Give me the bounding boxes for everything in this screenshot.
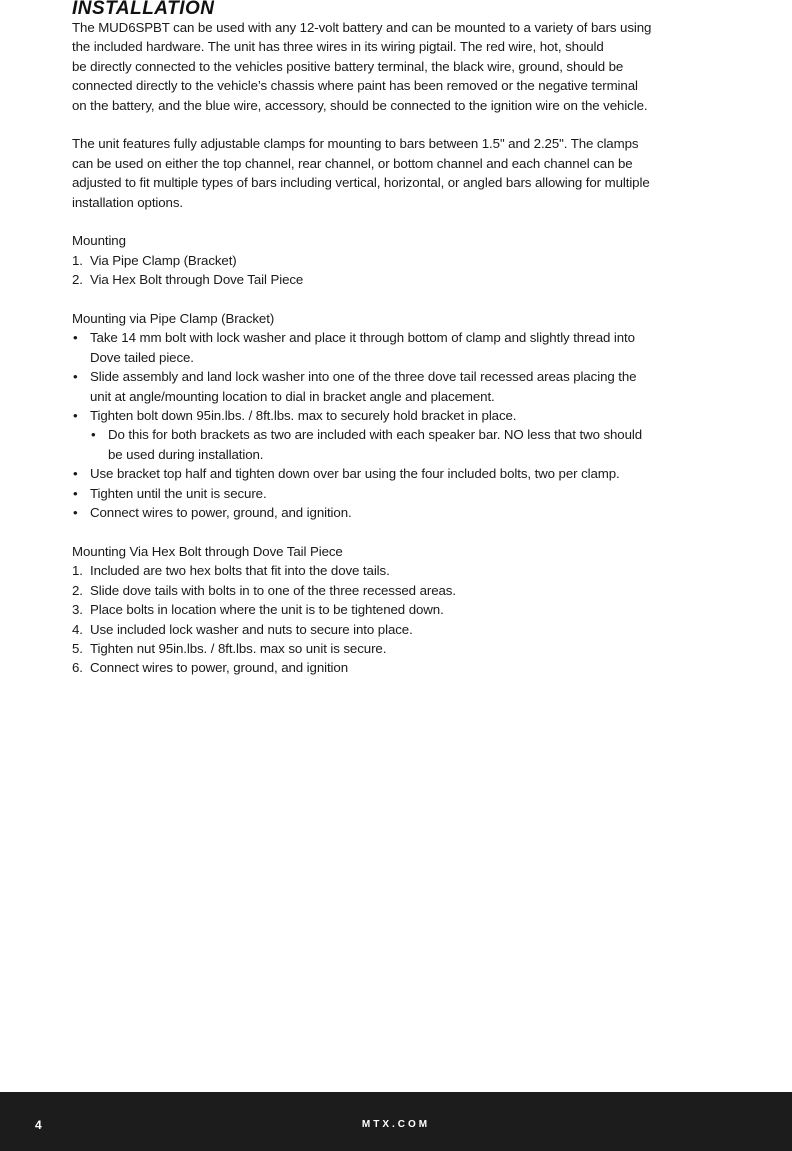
list-item bbox=[72, 503, 732, 522]
intro-line: connected directly to the vehicle’s chassis where paint has been removed or the negative terminal bbox=[72, 78, 638, 94]
list-item bbox=[72, 406, 732, 425]
item-text: unit at angle/mounting location to dial in bracket angle and placement. bbox=[90, 388, 495, 404]
hex-bolt-list bbox=[72, 561, 732, 677]
intro-line: the included hardware. The unit has three wires in its wiring pigtail. The red wire, hot, should bbox=[72, 39, 604, 55]
clamps-line: The unit features fully adjustable clamps for mounting to bars between 1.5" and 2.25". The clamps bbox=[72, 136, 639, 152]
list-item bbox=[72, 561, 732, 580]
list-item bbox=[72, 620, 732, 639]
page-number: 4 bbox=[35, 1118, 42, 1132]
bullet-icon: • bbox=[73, 485, 78, 501]
item-text: Connect wires to power, ground, and ignition bbox=[90, 660, 349, 676]
item-text: Via Hex Bolt through Dove Tail Piece bbox=[90, 272, 304, 288]
mounting-list bbox=[72, 251, 732, 290]
bullet-icon: • bbox=[73, 505, 78, 521]
intro-paragraph bbox=[72, 18, 732, 115]
item-text: Take 14 mm bolt with lock washer and place it through bottom of clamp and slightly thread into bbox=[90, 330, 635, 346]
clamps-line: installation options. bbox=[72, 194, 183, 210]
item-number: 1. bbox=[72, 563, 83, 579]
item-number: 1. bbox=[72, 252, 83, 268]
intro-line: on the battery, and the blue wire, accessory, should be connected to the ignition wire on the vehicle. bbox=[72, 97, 648, 113]
clamps-line: adjusted to fit multiple types of bars including vertical, horizontal, or angled bars allowing for multiple bbox=[72, 175, 650, 191]
item-text: Do this for both brackets as two are included with each speaker bar. NO less that two should bbox=[108, 427, 643, 443]
list-item bbox=[72, 464, 732, 483]
item-number: 5. bbox=[72, 640, 83, 656]
item-text: Slide dove tails with bolts in to one of the three recessed areas. bbox=[90, 582, 456, 598]
list-item bbox=[72, 639, 732, 658]
list-item bbox=[72, 328, 732, 367]
item-number: 6. bbox=[72, 660, 83, 676]
pipe-clamp-list bbox=[72, 328, 732, 522]
list-item bbox=[72, 251, 732, 270]
sub-list-item bbox=[72, 425, 732, 464]
pipe-clamp-heading: Mounting via Pipe Clamp (Bracket) bbox=[72, 311, 275, 327]
list-item bbox=[72, 658, 732, 677]
item-number: 2. bbox=[72, 272, 83, 288]
intro-line: The MUD6SPBT can be used with any 12-volt battery and can be mounted to a variety of bars using bbox=[72, 20, 652, 35]
page-footer bbox=[0, 1092, 792, 1151]
site-link[interactable]: MTX.COM bbox=[361, 1119, 431, 1130]
intro-line: be directly connected to the vehicles positive battery terminal, the black wire, ground, should be bbox=[72, 58, 624, 74]
list-item bbox=[72, 270, 732, 289]
item-number: 3. bbox=[72, 602, 83, 618]
list-item bbox=[72, 581, 732, 600]
hex-bolt-heading: Mounting Via Hex Bolt through Dove Tail Piece bbox=[72, 543, 343, 559]
bullet-icon: • bbox=[73, 408, 78, 424]
page-title: INSTALLATION bbox=[72, 0, 215, 19]
item-text: Place bolts in location where the unit is to be tightened down. bbox=[90, 602, 444, 618]
item-text: Tighten bolt down 95in.lbs. / 8ft.lbs. max to securely hold bracket in place. bbox=[90, 408, 517, 424]
item-text: be used during installation. bbox=[108, 446, 264, 462]
clamps-line: can be used on either the top channel, rear channel, or bottom channel and each channel can be bbox=[72, 155, 633, 171]
item-text: Via Pipe Clamp (Bracket) bbox=[90, 252, 237, 268]
item-text: Dove tailed piece. bbox=[90, 349, 194, 365]
bullet-icon: • bbox=[91, 427, 96, 443]
bullet-icon: • bbox=[73, 466, 78, 482]
bullet-icon: • bbox=[73, 369, 78, 385]
item-text: Connect wires to power, ground, and ignition. bbox=[90, 505, 352, 521]
mounting-heading: Mounting bbox=[72, 233, 126, 249]
list-item bbox=[72, 484, 732, 503]
list-item bbox=[72, 367, 732, 406]
item-text: Use included lock washer and nuts to secure into place. bbox=[90, 621, 413, 637]
item-text: Tighten nut 95in.lbs. / 8ft.lbs. max so unit is secure. bbox=[90, 640, 387, 656]
item-number: 4. bbox=[72, 621, 83, 637]
item-text: Slide assembly and land lock washer into one of the three dove tail recessed areas placing the bbox=[90, 369, 637, 385]
item-text: Tighten until the unit is secure. bbox=[90, 485, 267, 501]
item-text: Included are two hex bolts that fit into the dove tails. bbox=[90, 563, 390, 579]
list-item bbox=[72, 600, 732, 619]
document-body bbox=[72, 18, 732, 678]
item-number: 2. bbox=[72, 582, 83, 598]
item-text: Use bracket top half and tighten down over bar using the four included bolts, two per clamp. bbox=[90, 466, 620, 482]
clamps-paragraph bbox=[72, 134, 732, 212]
bullet-icon: • bbox=[73, 330, 78, 346]
